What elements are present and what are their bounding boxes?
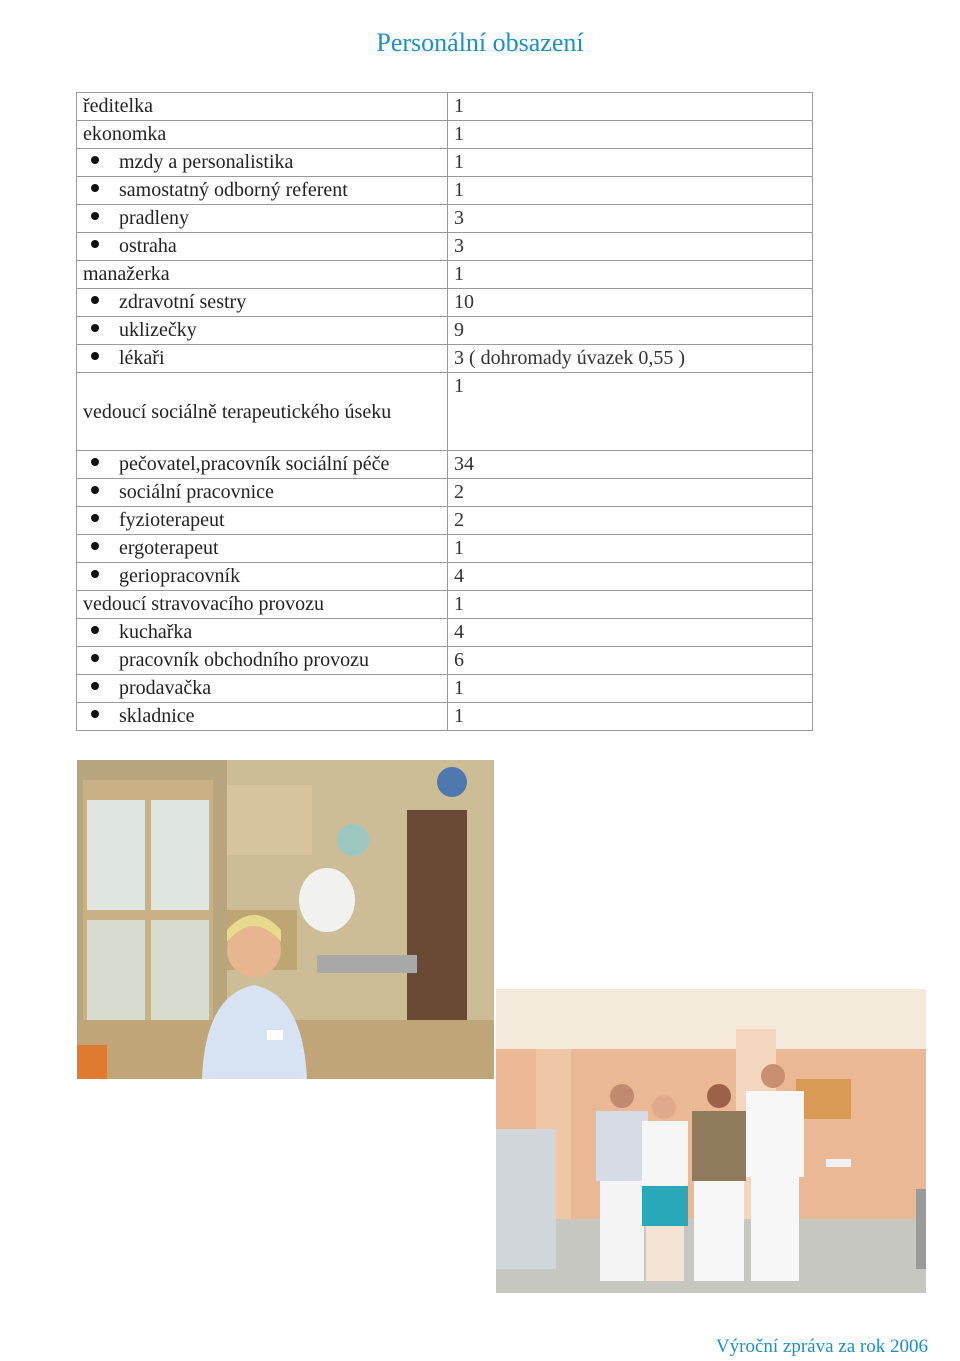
staff-count-cell: 1 (448, 591, 813, 619)
staff-role-label: pracovník obchodního provozu (119, 649, 369, 671)
table-row (77, 93, 813, 121)
staff-count-cell: 6 (448, 647, 813, 675)
staff-count-cell: 2 (448, 507, 813, 535)
staff-role-cell (77, 121, 448, 149)
staff-role-cell (77, 317, 448, 345)
staff-role-label: geriopracovník (119, 565, 241, 587)
staff-role-label: vedoucí stravovacího provozu (83, 593, 325, 615)
photo-nurse-in-treatment-room (77, 760, 494, 1079)
staff-role-label: skladnice (119, 705, 195, 727)
staff-role-cell (77, 703, 448, 731)
table-row (77, 451, 813, 479)
staff-role-cell (77, 675, 448, 703)
table-row (77, 205, 813, 233)
staff-role-label: mzdy a personalistika (119, 151, 294, 173)
staff-role-label: ergoterapeut (119, 537, 219, 559)
table-row (77, 535, 813, 563)
staff-count-cell: 1 (448, 703, 813, 731)
staff-role-cell (77, 233, 448, 261)
staff-count-cell: 1 (448, 149, 813, 177)
staff-role-label: vedoucí sociálně terapeutického úseku (83, 401, 392, 423)
staff-count-cell: 2 (448, 479, 813, 507)
staff-role-label: zdravotní sestry (119, 291, 247, 313)
staff-role-cell (77, 647, 448, 675)
staff-role-cell (77, 563, 448, 591)
staff-count-cell: 3 (448, 205, 813, 233)
footer-annual-report: Výroční zpráva za rok 2006 (715, 1336, 928, 1357)
staff-role-label: ekonomka (83, 123, 167, 145)
staff-count-cell: 4 (448, 619, 813, 647)
staff-role-cell (77, 507, 448, 535)
staff-role-cell (77, 451, 448, 479)
table-row (77, 619, 813, 647)
staff-role-label: ostraha (119, 235, 177, 257)
staff-role-label: lékaři (119, 347, 165, 369)
staff-count-cell: 1 (448, 535, 813, 563)
staff-count-cell: 34 (448, 451, 813, 479)
page-title: Personální obsazení (376, 28, 584, 57)
staff-role-cell (77, 289, 448, 317)
staff-role-cell (77, 479, 448, 507)
staff-count-cell: 10 (448, 289, 813, 317)
table-row (77, 289, 813, 317)
table-row (77, 121, 813, 149)
table-row (77, 479, 813, 507)
staff-role-cell (77, 177, 448, 205)
staff-role-label: pradleny (119, 207, 189, 229)
staff-count-cell: 3 (448, 233, 813, 261)
photo-staff-group (496, 989, 926, 1293)
table-row (77, 261, 813, 289)
table-row (77, 591, 813, 619)
staff-count-cell: 1 (448, 93, 813, 121)
staff-role-label: manažerka (83, 263, 170, 285)
staff-role-label: fyzioterapeut (119, 509, 225, 531)
table-row (77, 675, 813, 703)
staff-role-cell (77, 535, 448, 563)
staff-role-cell (77, 205, 448, 233)
table-row (77, 233, 813, 261)
staff-table-body (77, 93, 813, 731)
staff-role-cell (77, 261, 448, 289)
staff-count-cell: 3 ( dohromady úvazek 0,55 ) (448, 345, 813, 373)
staff-count-cell: 1 (448, 261, 813, 289)
staff-count-cell: 4 (448, 563, 813, 591)
staff-role-cell (77, 149, 448, 177)
staff-role-label: ředitelka (83, 95, 153, 117)
photo-nurse-illustration (77, 760, 494, 1079)
table-row (77, 507, 813, 535)
table-row (77, 317, 813, 345)
staff-role-label: uklizečky (119, 319, 197, 341)
staff-role-label: pečovatel,pracovník sociální péče (119, 453, 390, 475)
staff-role-cell (77, 373, 448, 451)
staff-count-cell: 1 (448, 373, 813, 451)
photo-staff-illustration (496, 989, 926, 1293)
table-row (77, 373, 813, 451)
staff-count-cell: 1 (448, 121, 813, 149)
staff-role-label: prodavačka (119, 677, 212, 699)
table-row (77, 345, 813, 373)
staff-role-label: sociální pracovnice (119, 481, 274, 503)
table-row (77, 149, 813, 177)
staff-role-cell (77, 591, 448, 619)
staff-count-cell: 1 (448, 675, 813, 703)
staff-role-cell (77, 345, 448, 373)
table-row (77, 647, 813, 675)
staff-role-label: samostatný odborný referent (119, 179, 348, 201)
table-row (77, 703, 813, 731)
staff-role-label: kuchařka (119, 621, 193, 643)
staff-table (76, 92, 813, 731)
table-row (77, 563, 813, 591)
staff-count-cell: 1 (448, 177, 813, 205)
staff-count-cell: 9 (448, 317, 813, 345)
table-row (77, 177, 813, 205)
staff-role-cell (77, 93, 448, 121)
staff-role-cell (77, 619, 448, 647)
